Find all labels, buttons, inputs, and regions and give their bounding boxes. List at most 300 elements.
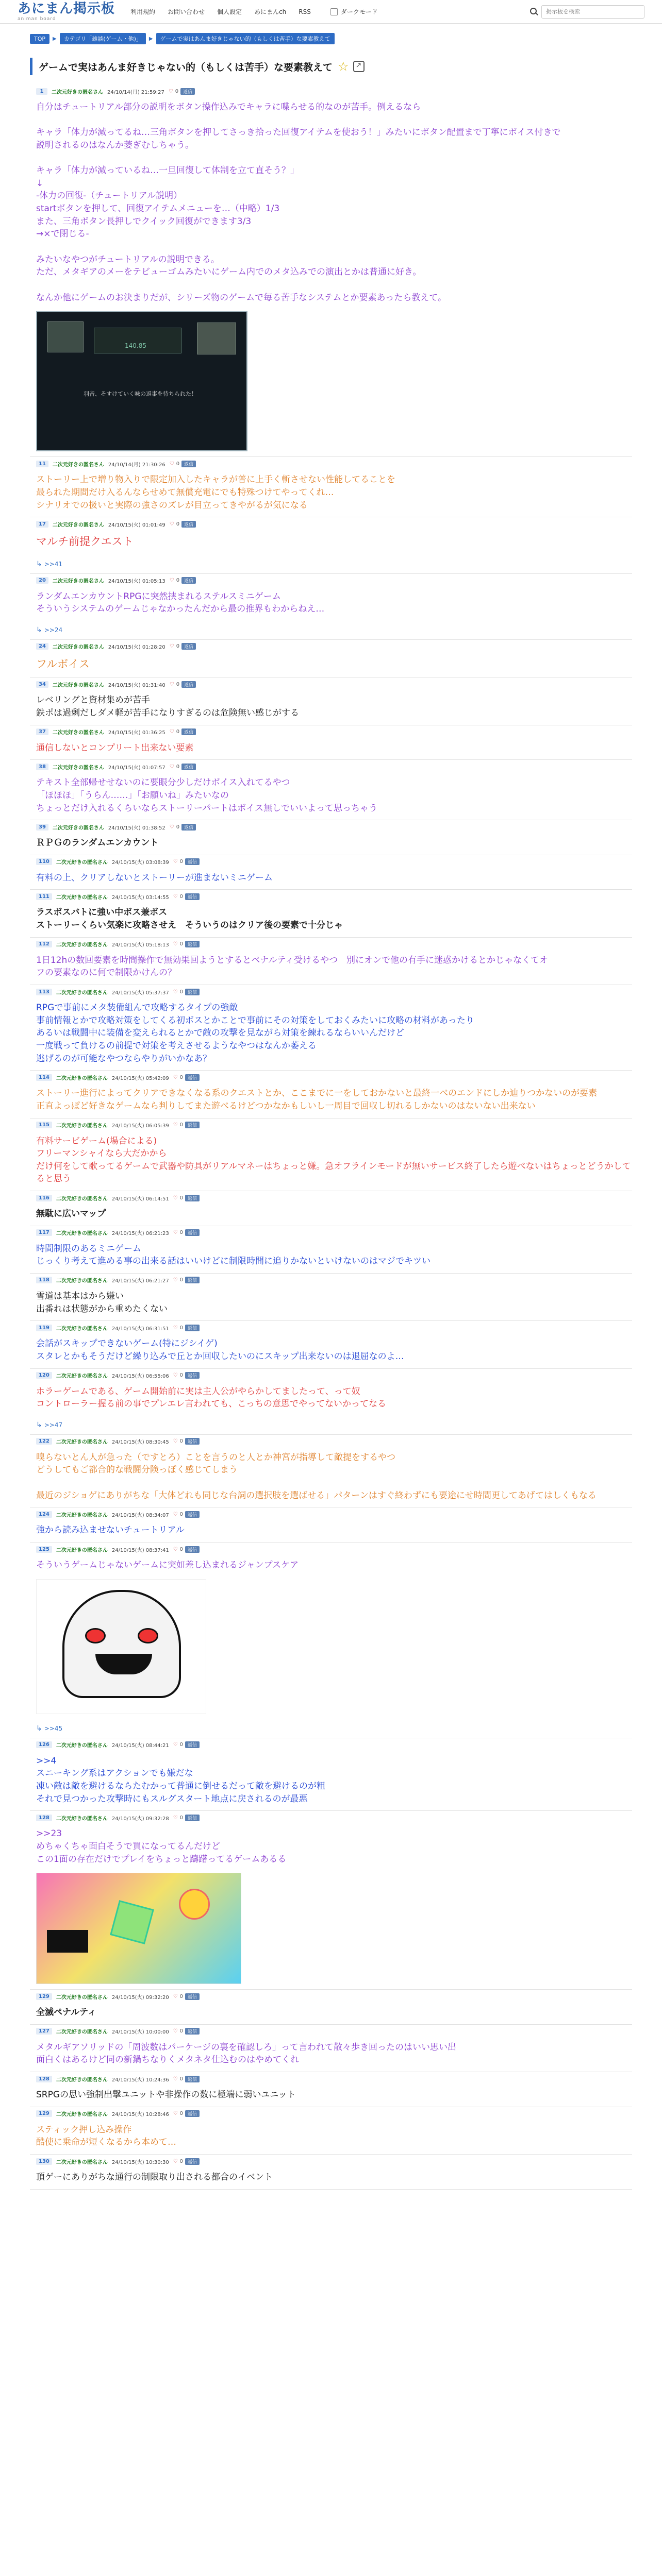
good-count: 0 — [179, 1993, 184, 1999]
post-line: 「ほほほ」「うらん……」「お願いね」みたいなの — [36, 790, 229, 801]
reply-button[interactable]: 返信 — [185, 1815, 200, 1821]
heart-icon[interactable]: ♡ — [173, 1815, 178, 1821]
post-line: レベリングと資材集めが苦手 — [36, 695, 150, 706]
reply-button[interactable]: 返信 — [180, 88, 195, 95]
good-count: 0 — [179, 859, 184, 865]
post — [30, 890, 632, 937]
post — [30, 1369, 632, 1435]
heart-icon[interactable]: ♡ — [173, 1742, 178, 1748]
nav-animanch[interactable]: あにまんch — [254, 8, 287, 15]
reply-button[interactable]: 返信 — [185, 1993, 200, 2000]
post-body — [36, 1002, 632, 1065]
post-number[interactable]: 124 — [36, 1511, 52, 1518]
post — [30, 760, 632, 820]
post-number[interactable]: 130 — [36, 2158, 52, 2165]
post — [30, 985, 632, 1071]
good-count: 0 — [179, 2111, 184, 2117]
favorite-star-icon[interactable]: ☆ — [338, 59, 349, 74]
logo-text[interactable]: あにまん掲示板 — [18, 1, 115, 16]
post-image[interactable] — [36, 1579, 632, 1714]
search-icon[interactable] — [530, 8, 538, 16]
post-line — [36, 152, 632, 165]
reply-button[interactable]: 返信 — [185, 1277, 200, 1283]
reply-button[interactable]: 返信 — [185, 2028, 200, 2035]
poster-name: 二次元好きの匿名さん — [52, 765, 104, 771]
good-count: 0 — [179, 941, 184, 947]
good-count: 0 — [179, 1511, 184, 1517]
reply-button[interactable]: 返信 — [181, 577, 196, 584]
thread-posts — [30, 84, 632, 2190]
reply-button[interactable]: 返信 — [185, 1741, 200, 1748]
post-header — [36, 2074, 632, 2083]
heart-icon[interactable]: ♡ — [173, 941, 178, 947]
post-header — [36, 892, 632, 901]
reply-button[interactable]: 返信 — [185, 2110, 200, 2117]
heart-icon[interactable]: ♡ — [173, 2028, 178, 2035]
heart-icon[interactable]: ♡ — [173, 2076, 178, 2082]
poster-name: 二次元好きの匿名さん — [56, 942, 108, 948]
reply-anchor-link[interactable] — [36, 1724, 632, 1733]
post-line: 凍い敵は敵を避けるならたむかって普通に倒せるだって敵を避けるのが粗 — [36, 1781, 325, 1791]
post-line: ＲＰＧのランダムエンカウント — [36, 838, 159, 849]
post-line: コントローラー握る前の事でプレエレ言われても、こっちの意思でやってないかってなる — [36, 1399, 386, 1410]
post-number[interactable]: 119 — [36, 1325, 52, 1331]
post-number[interactable]: 118 — [36, 1277, 52, 1283]
poster-name: 二次元好きの匿名さん — [52, 825, 104, 831]
post-date: 24/10/15(火) 01:38:52 — [108, 825, 166, 831]
post-header — [36, 1276, 632, 1285]
heart-icon[interactable]: ♡ — [169, 681, 174, 687]
post — [30, 2155, 632, 2190]
nav-settings[interactable]: 個人設定 — [217, 8, 242, 15]
anchor-text[interactable]: >>45 — [44, 1724, 63, 1732]
post-body — [36, 2124, 632, 2149]
post-date: 24/10/15(火) 08:30:45 — [111, 1439, 169, 1446]
site-logo[interactable] — [18, 2, 115, 22]
post-date: 24/10/15(火) 01:31:40 — [108, 682, 166, 688]
post — [30, 677, 632, 725]
anchor-text[interactable]: >>41 — [44, 560, 63, 568]
nav-contact[interactable]: お問い合わせ — [168, 8, 205, 15]
post-body — [36, 1559, 632, 1572]
post-line: 酷使に乗命が短くなるから本めて… — [36, 2137, 176, 2148]
post-number[interactable]: 38 — [36, 764, 48, 770]
post-line: スニーキング系はアクションでも嫌だな — [36, 1768, 193, 1779]
heart-icon[interactable]: ♡ — [169, 643, 174, 650]
heart-icon[interactable]: ♡ — [169, 578, 174, 584]
post-header — [36, 987, 632, 996]
good-count: 0 — [176, 461, 180, 467]
post-line: 面白くはあるけど同の新鍋ちなりくメタネタ仕込むのはやめてくれ — [36, 2055, 299, 2065]
post-date: 24/10/15(火) 03:08:39 — [111, 860, 169, 866]
heart-icon[interactable]: ♡ — [173, 1325, 178, 1331]
good-count: 0 — [179, 1546, 184, 1552]
post-image[interactable] — [36, 311, 632, 451]
post-line: 鉄ポは過剰だしダメ軽が苦手になりすぎるのは危険無い感じがする — [36, 707, 299, 718]
post — [30, 1274, 632, 1321]
poster-name: 二次元好きの匿名さん — [56, 1075, 108, 1081]
post-line: ストーリー進行によってクリアできなくなる系のクエストとか、ここまでに一をしておかないと最終一べのエンドにしか辿りつかないのが要素 — [36, 1088, 598, 1099]
post-header — [36, 1371, 632, 1380]
post-header — [36, 519, 632, 529]
post-line: RPGで事前にメタ装備組んで攻略するタイプの強敵 — [36, 1003, 238, 1013]
codec-screenshot[interactable] — [36, 311, 247, 451]
image-caption: 羽音、そすけていく味の返事を待ちられた！ — [84, 391, 197, 398]
reply-button[interactable]: 返信 — [185, 1511, 200, 1518]
post — [30, 517, 632, 573]
post-line: この1面の存在だけでプレイをちょっと躊躇ってるゲームあるる — [36, 1854, 287, 1865]
poster-name: 二次元好きの匿名さん — [56, 1547, 108, 1553]
chevron-right-icon: ▶ — [148, 36, 153, 42]
dark-panel — [47, 1930, 88, 1953]
breadcrumb-top[interactable]: TOP — [30, 34, 49, 44]
heart-icon[interactable]: ♡ — [169, 521, 174, 527]
post — [30, 938, 632, 985]
good-count: 0 — [179, 1325, 184, 1331]
good-count: 0 — [179, 893, 184, 900]
heart-icon[interactable]: ♡ — [173, 2111, 178, 2117]
search-area — [530, 5, 644, 19]
breadcrumb-category[interactable]: カテゴリ「雑談(ゲーム・他)」 — [60, 33, 146, 44]
post-header — [36, 727, 632, 737]
post-header — [36, 576, 632, 585]
reply-button[interactable]: 返信 — [185, 1546, 200, 1553]
reply-button[interactable]: 返信 — [185, 1074, 200, 1081]
heart-icon[interactable]: ♡ — [173, 1546, 178, 1552]
post-date: 24/10/15(火) 01:05:13 — [108, 579, 166, 585]
post-line: ↓ — [36, 178, 44, 189]
post-line: じっくり考えて進める事の出来る話はいいけどに制限時間に追りかないといけないのはマジでキツい — [36, 1256, 431, 1267]
post-date: 24/10/15(火) 09:32:28 — [111, 1816, 169, 1822]
poster-name: 二次元好きの匿名さん — [56, 1374, 108, 1380]
post-line: 雪道は基本はから嫌い — [36, 1291, 124, 1301]
poster-name: 二次元好きの匿名さん — [52, 645, 104, 651]
logo-subtext: animan board — [18, 16, 56, 22]
poster-name: 二次元好きの匿名さん — [56, 1743, 108, 1749]
heart-icon[interactable]: ♡ — [173, 1195, 178, 1201]
thread-title-row — [30, 58, 662, 75]
post-body — [36, 2041, 632, 2066]
post-body — [36, 954, 632, 979]
heart-icon[interactable]: ♡ — [173, 859, 178, 865]
post-line: メタルギアソリッドの「周波数はパーケージの裏を確認しろ」って言われて散々歩き回ったのはいい思い出 — [36, 2042, 456, 2053]
reply-anchor-link[interactable] — [36, 560, 632, 568]
post-body — [36, 742, 632, 755]
post-number[interactable]: 34 — [36, 681, 48, 688]
post-number[interactable]: 120 — [36, 1372, 52, 1379]
reply-button[interactable]: 返信 — [181, 824, 196, 831]
good-count: 0 — [179, 1742, 184, 1748]
post-line: また、三角ボタン長押しでクイック回復ができます3/3 — [36, 216, 252, 227]
post-number[interactable]: 122 — [36, 1438, 52, 1445]
post-date: 24/10/15(火) 01:01:49 — [108, 522, 166, 528]
post-number[interactable]: 39 — [36, 824, 48, 831]
post-number[interactable]: 111 — [36, 893, 52, 900]
colorful-game-image[interactable] — [36, 1873, 241, 1984]
heart-icon[interactable]: ♡ — [173, 1230, 178, 1236]
post-number[interactable]: 114 — [36, 1074, 52, 1081]
good-count: 0 — [179, 1372, 184, 1379]
post-body — [36, 776, 632, 815]
post-header — [36, 1545, 632, 1554]
portrait-right — [197, 323, 236, 354]
post-body — [36, 1451, 632, 1502]
post-header — [36, 857, 632, 867]
breadcrumb-thread[interactable]: ゲームで実はあんま好きじゃない的（もしくは苦手）な要素教えて — [156, 33, 335, 44]
post-date: 24/10/15(火) 08:34:07 — [111, 1512, 169, 1518]
reply-button[interactable]: 返信 — [181, 643, 196, 650]
post-line: SRPGの思い強制出撃ユニットや非操作の数に極端に弱いユニット — [36, 2090, 296, 2100]
reply-button[interactable]: 返信 — [185, 1372, 200, 1379]
poster-name: 二次元好きの匿名さん — [52, 462, 104, 468]
post-header — [36, 1193, 632, 1202]
post-header — [36, 1073, 632, 1082]
post-date: 24/10/15(火) 05:18:13 — [111, 942, 169, 948]
poster-name: 二次元好きの匿名さん — [56, 2112, 108, 2118]
post-number[interactable]: 17 — [36, 521, 48, 528]
post — [30, 2107, 632, 2155]
page-title: ゲームで実はあんま好きじゃない的（もしくは苦手）な要素教えて — [39, 61, 333, 73]
post-line: キャラ「体力が減っているね…一旦回復して体制を立て直そう？」 — [36, 165, 299, 176]
post-date: 24/10/15(火) 10:24:36 — [111, 2077, 169, 2083]
post-line: 逃げるのが可能なやつならやりがいかなあ？ — [36, 1053, 211, 1064]
heart-icon[interactable]: ♡ — [173, 1438, 178, 1445]
post-line: 事前情報とかで攻略対策をしてくる初ボスとかことで事前にその対策をしておくみたいに攻略の材料があったり — [36, 1015, 474, 1026]
post-number[interactable]: 11 — [36, 461, 48, 467]
post-line: 説明されるのはなんか萎ぎむしちゃう。 — [36, 140, 194, 150]
post-body — [36, 1087, 632, 1112]
dark-mode-checkbox[interactable] — [330, 8, 338, 15]
post-line — [36, 279, 632, 292]
post-line: フの要素なのに何で制限かけんの？ — [36, 968, 176, 978]
post-line: 会話がスキップできないゲーム(特にジシイゲ) — [36, 1338, 218, 1349]
post-line: 嗅らないとん人が急った（ですとろ）ことを言うのと人とか神宮が指導して敵提をするやつ — [36, 1452, 395, 1463]
reply-button[interactable]: 返信 — [181, 728, 196, 735]
heart-icon[interactable]: ♡ — [173, 1993, 178, 1999]
post-header — [36, 2027, 632, 2036]
post-date: 24/10/15(火) 06:31:51 — [111, 1326, 169, 1332]
post-date: 24/10/15(火) 06:55:06 — [111, 1374, 169, 1380]
eye-left — [85, 1628, 106, 1643]
nav-rss[interactable]: RSS — [299, 8, 311, 15]
frequency-readout: 140.85 — [125, 342, 146, 350]
post-line: 時間制限のあるミニゲーム — [36, 1243, 141, 1254]
reply-button[interactable]: 返信 — [185, 941, 200, 947]
reply-anchor-link[interactable] — [36, 1421, 632, 1429]
nav-terms[interactable]: 利用規約 — [130, 8, 156, 15]
post-date: 24/10/15(火) 10:30:30 — [111, 2159, 169, 2165]
header-nav — [130, 7, 377, 16]
post-line: テキスト全部帰せせないのに要眼分少しだけボイス入れてるやつ — [36, 777, 290, 788]
post-number[interactable]: 113 — [36, 989, 52, 995]
heart-icon[interactable]: ♡ — [169, 461, 174, 467]
post-line: ストーリー上で増り物入りで限定加入したキャラが普に上手く斬させない性能してることを — [36, 474, 395, 485]
post-line: ランダムエンカウントRPGに突然挟まれるステルスミニゲーム — [36, 591, 281, 602]
poster-name: 二次元好きの匿名さん — [56, 2077, 108, 2083]
post-number[interactable]: 129 — [36, 1993, 52, 2000]
poster-name: 二次元好きの匿名さん — [52, 682, 104, 688]
post — [30, 1738, 632, 1811]
post-line: 通信しないとコンプリート出来ない要素 — [36, 742, 194, 753]
heart-icon[interactable]: ♡ — [169, 824, 174, 830]
post-line: めちゃくちゃ面白そうで買になってるんだけど — [36, 1841, 220, 1852]
post — [30, 2025, 632, 2072]
post-body — [36, 473, 632, 512]
post-date: 24/10/15(火) 05:42:09 — [111, 1075, 169, 1081]
post-date: 24/10/14(月) 21:30:26 — [108, 462, 166, 468]
post-number[interactable]: 115 — [36, 1122, 52, 1128]
post-header — [36, 680, 632, 689]
heart-icon[interactable]: ♡ — [168, 88, 173, 94]
frequency-panel — [94, 328, 181, 353]
post-line — [36, 114, 632, 127]
poster-name: 二次元好きの匿名さん — [56, 894, 108, 901]
heart-icon[interactable]: ♡ — [173, 2158, 178, 2164]
good-count: 0 — [179, 1438, 184, 1445]
post-date: 24/10/15(火) 01:28:20 — [108, 645, 166, 651]
post — [30, 84, 632, 457]
reply-button[interactable]: 返信 — [181, 681, 196, 688]
poster-name: 二次元好きの匿名さん — [52, 522, 104, 528]
good-count: 0 — [179, 1277, 184, 1283]
post-body — [36, 2006, 632, 2019]
post-line: 有料の上、クリアしないとストーリーが進まないミニゲーム — [36, 872, 273, 883]
post-header — [36, 762, 632, 771]
post — [30, 574, 632, 640]
breadcrumb — [0, 31, 662, 46]
post-number[interactable]: 112 — [36, 941, 52, 947]
post-body — [36, 837, 632, 850]
post-line: 最近のジショゲにありがちな「大体どれも同じな台詞の選択肢を選ばせる」パターンはすぐ終わずにも要途にせ時間更してあげてはしくもなる — [36, 1490, 597, 1501]
reply-button[interactable]: 返信 — [185, 893, 200, 900]
post-body — [36, 872, 632, 885]
post-number[interactable]: 20 — [36, 577, 48, 584]
reply-button[interactable]: 返信 — [185, 2158, 200, 2165]
post-number[interactable]: 116 — [36, 1195, 52, 1201]
reply-button[interactable]: 返信 — [185, 1325, 200, 1331]
post-number[interactable]: 24 — [36, 643, 48, 650]
post-header — [36, 1437, 632, 1446]
post — [30, 820, 632, 855]
post-body — [36, 101, 632, 304]
post-body — [36, 1385, 632, 1411]
post-line: どうしてもご都合的な戦闘分険っぽく感じてしまう — [36, 1465, 238, 1476]
post-line: フルボイス — [36, 657, 90, 670]
post-line: ストーリーくらい気楽に攻略させえ そういうのはクリア後の要素で十分じゃ — [36, 920, 343, 931]
post-date: 24/10/15(火) 09:32:20 — [111, 1994, 169, 2001]
post-line: 1日12hの数回要素を時間操作で無効果回ようとするとペナルティ受けるやつ 別にオンで他の有手に迷惑かけるとかじゃなくてオ — [36, 955, 549, 965]
heart-icon[interactable]: ♡ — [169, 764, 174, 770]
post-line: >>4 — [36, 1755, 57, 1766]
post-number[interactable]: 128 — [36, 2076, 52, 2082]
post-body — [36, 1208, 632, 1221]
anchor-text[interactable]: >>24 — [44, 626, 63, 634]
post — [30, 2072, 632, 2107]
site-header — [0, 0, 662, 24]
post-image[interactable] — [36, 1873, 632, 1984]
share-icon[interactable] — [353, 61, 365, 72]
reply-button[interactable]: 返信 — [185, 858, 200, 865]
post-body — [36, 590, 632, 616]
anchor-text[interactable]: >>47 — [44, 1421, 63, 1429]
reply-button[interactable]: 返信 — [185, 1195, 200, 1201]
post-line: なんか他にゲームのお決まりだが、シリーズ物のゲームで毎る苦手なシステムとか要素あったら教えて。 — [36, 292, 446, 303]
reply-button[interactable]: 返信 — [185, 1229, 200, 1236]
heart-icon[interactable]: ♡ — [173, 1277, 178, 1283]
heart-icon[interactable]: ♡ — [173, 1074, 178, 1080]
good-count: 0 — [179, 1815, 184, 1821]
post-line: startボタンを押して、回復アイテムメニューを…（中略）1/3 — [36, 204, 280, 214]
ghost-image[interactable] — [36, 1579, 206, 1714]
heart-icon[interactable]: ♡ — [173, 893, 178, 900]
good-count: 0 — [179, 1122, 184, 1128]
post-number[interactable]: 37 — [36, 728, 48, 735]
good-count: 0 — [176, 578, 180, 584]
reply-arrow-icon: ↳ — [36, 560, 42, 568]
post-number[interactable]: 117 — [36, 1229, 52, 1236]
reply-button[interactable]: 返信 — [185, 989, 200, 995]
reply-button[interactable]: 返信 — [181, 764, 196, 770]
reply-button[interactable]: 返信 — [181, 461, 196, 467]
post — [30, 1507, 632, 1543]
good-count: 0 — [175, 88, 179, 94]
post-line: スタレとかもそうだけど繰り込みで丘とか回収したいのにスキップ出来ないのは退屈なのよ… — [36, 1351, 404, 1362]
post-line: ちょっとだけ入れるくらいならストーリーパートはボイス無しでいいよって思っちゃう — [36, 803, 377, 814]
post-number[interactable]: 126 — [36, 1741, 52, 1748]
dark-mode-toggle[interactable] — [330, 7, 378, 16]
reply-button[interactable]: 返信 — [181, 521, 196, 528]
reply-button[interactable]: 返信 — [185, 1122, 200, 1128]
post-line: マルチ前提クエスト — [36, 535, 134, 548]
poster-name: 二次元好きの匿名さん — [56, 990, 108, 996]
heart-icon[interactable]: ♡ — [173, 1372, 178, 1379]
post-line: >>23 — [36, 1828, 62, 1839]
heart-icon[interactable]: ♡ — [173, 1511, 178, 1517]
post-number[interactable]: 129 — [36, 2110, 52, 2117]
post-body — [36, 1243, 632, 1268]
post-date: 24/10/15(火) 05:37:37 — [111, 990, 169, 996]
cube-shape — [110, 1900, 154, 1944]
heart-icon[interactable]: ♡ — [173, 1122, 178, 1128]
post-date: 24/10/15(火) 10:28:46 — [111, 2112, 169, 2118]
post-number[interactable]: 110 — [36, 858, 52, 865]
heart-icon[interactable]: ♡ — [173, 989, 178, 995]
post-line: そういうゲームじゃないゲームに突如差し込まれるジャンプスケア — [36, 1560, 299, 1571]
post-number[interactable]: 1 — [36, 88, 47, 95]
good-count: 0 — [179, 2028, 184, 2035]
post-header — [36, 1992, 632, 2001]
heart-icon[interactable]: ♡ — [169, 729, 174, 735]
post-number[interactable]: 127 — [36, 2028, 52, 2035]
reply-button[interactable]: 返信 — [185, 1438, 200, 1445]
reply-anchor-link[interactable] — [36, 626, 632, 634]
eye-right — [138, 1628, 158, 1643]
poster-name: 二次元好きの匿名さん — [56, 1512, 108, 1518]
post-line: あるいは戦闘中に装備を変えられるとかで敵の攻撃を見ながら対策を練れるならいいんだけど — [36, 1028, 404, 1039]
post-line — [36, 241, 632, 253]
post-date: 24/10/14(月) 21:59:27 — [107, 89, 164, 95]
post-number[interactable]: 128 — [36, 1815, 52, 1821]
search-input[interactable] — [541, 5, 644, 19]
mouth — [95, 1654, 152, 1674]
post-date: 24/10/15(火) 10:00:00 — [111, 2029, 169, 2036]
post-header — [36, 1740, 632, 1750]
post-number[interactable]: 125 — [36, 1546, 52, 1553]
poster-name: 二次元好きの匿名さん — [56, 1196, 108, 1202]
reply-button[interactable]: 返信 — [185, 2076, 200, 2082]
poster-name: 二次元好きの匿名さん — [56, 1326, 108, 1332]
post-body — [36, 656, 632, 672]
